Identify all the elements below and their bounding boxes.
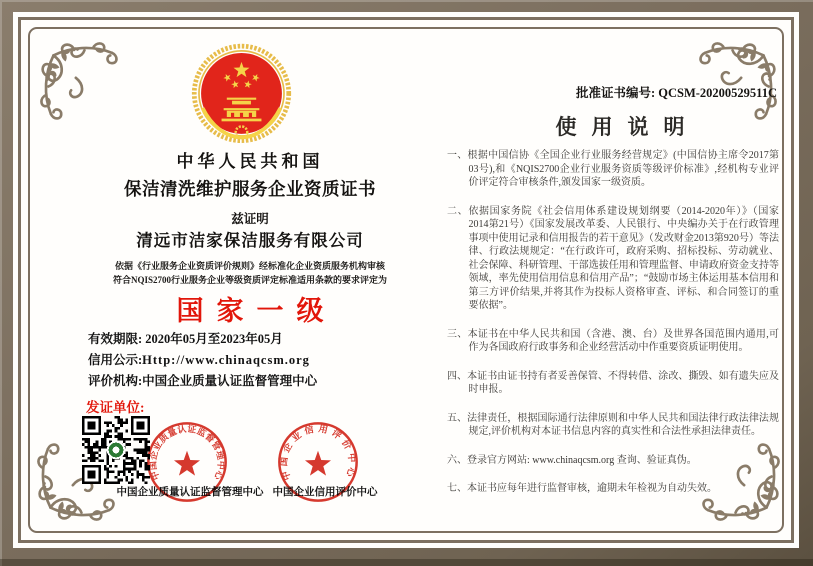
- validity-line: [88, 329, 317, 350]
- credit-label: 信用公示:: [88, 353, 143, 367]
- company-name: 清远市洁家保洁服务有限公司: [136, 231, 364, 250]
- instruction-item: 四、本证书由证书持有者妥善保管、不得转借、涂改、撕毁、如有遗失应及时申报。: [447, 370, 779, 395]
- evaluator-value: 中国企业质量认证监督管理中心: [142, 374, 318, 388]
- instruction-item: 七、本证书应每年进行监督审核，逾期未年检视为自动失效。: [447, 483, 717, 494]
- credit-line: [88, 350, 317, 371]
- certify-label: 兹证明: [231, 212, 269, 226]
- validity-value: 2020年05月至2023年05月: [145, 332, 283, 346]
- basis-line-1: 依据《行业服务企业资质评价规则》经标准化企业资质服务机构审核: [114, 261, 385, 271]
- seal-ring-text: 中国企业信用评价中心: [278, 423, 358, 482]
- seal-caption: 中国企业信用评价中心: [272, 487, 378, 498]
- approval-number-label: 批准证书编号:: [575, 86, 656, 100]
- corner-flourish-icon: [38, 40, 124, 126]
- approval-number-line: [445, 83, 777, 101]
- instructions-title: 使用说明: [555, 115, 700, 139]
- basis-line-2: 符合NQIS2700行业服务企业等级资质评定标准适用条款的要求评定为: [112, 274, 387, 285]
- instruction-item: 一、根据中国信协《全国企业行业服务经营规定》(中国信协主席令2017第03号),和《NQIS2700企业行业服务资质等级评价标准》,经机构专业评价评定符合审核条件,颁发国家一级资质。: [447, 150, 779, 188]
- red-star-icon: [305, 451, 331, 476]
- qr-code: [82, 416, 150, 484]
- instruction-item: 六、登录官方网站: www.chinaqcsm.org 查询、验证真伪。: [447, 454, 697, 466]
- credit-evaluation-seal: [276, 420, 360, 504]
- national-emblem-icon: [189, 43, 294, 148]
- issuer-label: 发证单位:: [86, 400, 145, 415]
- validity-label: 有效期限:: [88, 332, 143, 346]
- credit-url: Http://www.chinaqcsm.org: [142, 353, 310, 367]
- seal-caption: 中国企业质量认证监督管理中心: [116, 487, 264, 498]
- certificate-info: [88, 329, 317, 392]
- red-star-icon: [174, 451, 200, 476]
- evaluator-line: [88, 371, 317, 392]
- basis-text: [40, 260, 460, 287]
- instruction-item: 二、依据国家务院《社会信用体系建设规划纲要（2014-2020年）》（国家2014第21号）《国家发展改革委、人民银行、中央编办关于在行政管理事项中使用记录和信用报告的若干意见》（发改财金2013第920号）等法律、行政法规规定：“在行政许可，政府采购、招标投标、劳动就业、社会保障、科研管理、干部选拔任用和管理监督、申请政府资金支持等领域，率先使用信用信息和信用产品”；“鼓励市场主体运用基本信用和第三方评价结果,并将其作为投标人资格审查、评标、和合同签订的重要依据”。: [447, 205, 779, 311]
- country-title: 中华人民共和国: [176, 152, 324, 171]
- certificate-title: 保洁清洗维护服务企业资质证书: [124, 179, 376, 199]
- approval-number-value: QCSM-20200529511C: [658, 86, 777, 100]
- instruction-item: 五、法律责任，根据国际通行法律原则和中华人民共和国法律行政法律法规规定,评价机构对本证书信息内容的真实性和合法性承担法律责任。: [447, 412, 779, 437]
- seal-ring-text: 中国企业质量认证监督管理中心: [147, 423, 227, 482]
- quality-certification-seal: [145, 420, 229, 504]
- certificate-paper: [13, 12, 799, 548]
- instruction-item: 三、本证书在中华人民共和国（含港、澳、台）及世界各国范围内通用,可作为各国政府行政事务和企业经营活动中作重要资质证明使用。: [447, 328, 779, 353]
- certificate-front: [40, 150, 460, 329]
- evaluator-label: 评价机构:: [88, 374, 143, 388]
- grade-level: 国家一级: [176, 296, 337, 326]
- instructions-list: [447, 149, 779, 511]
